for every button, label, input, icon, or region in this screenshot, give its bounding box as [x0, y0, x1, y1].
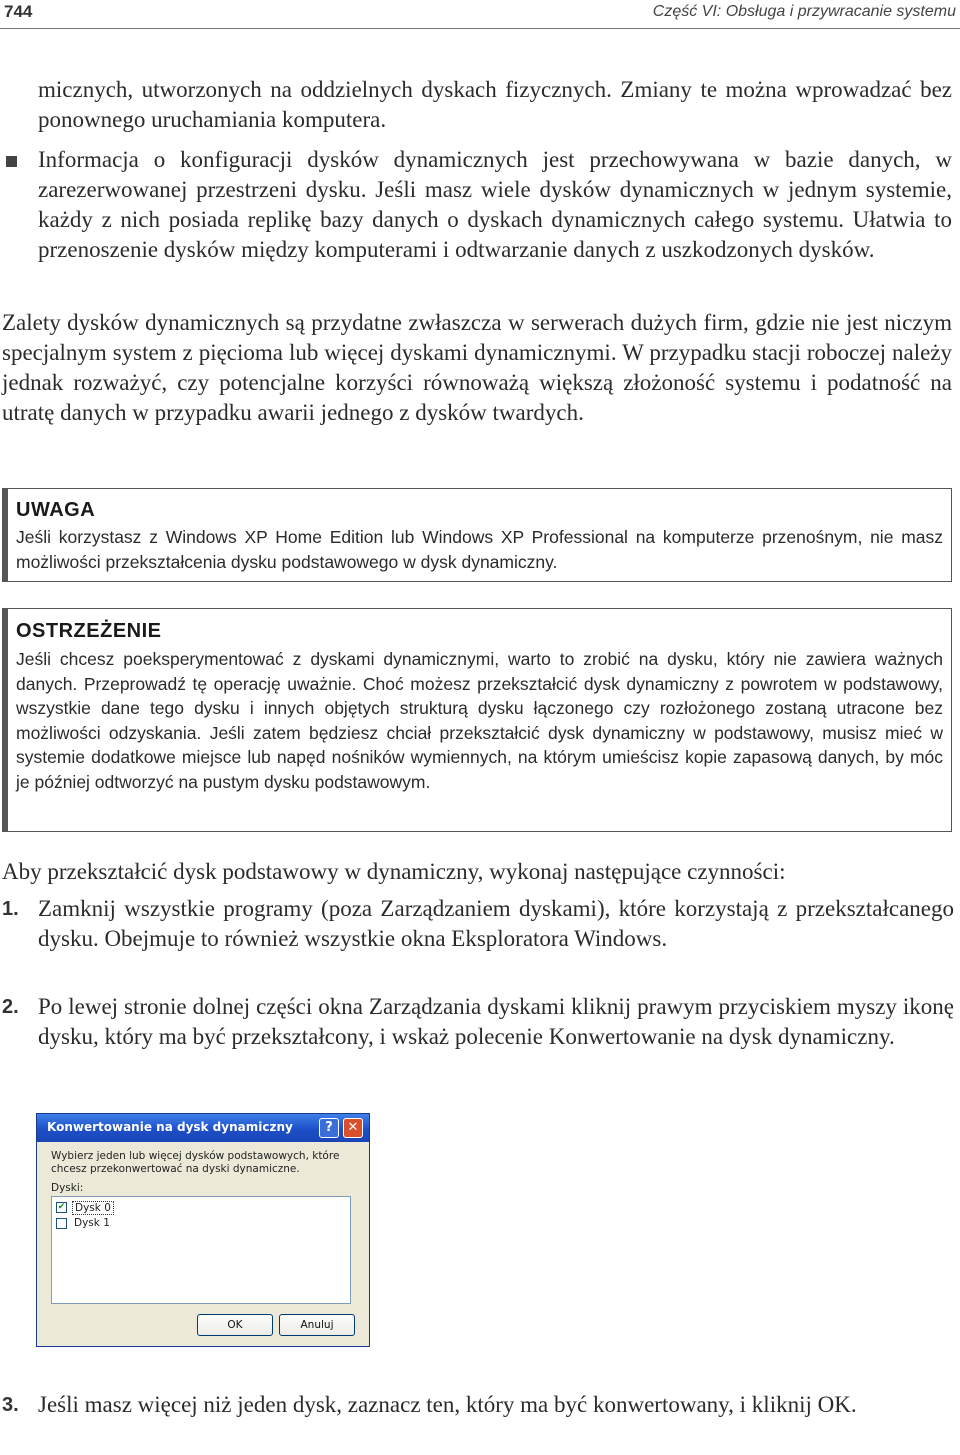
cancel-button[interactable]: Anuluj	[279, 1314, 355, 1336]
warning-text: Jeśli chcesz poeksperymentować z dyskami dynamicznymi, warto to zrobić na dysku, który nie zawiera ważnych danych. Przeprowadź tę operację uważnie. Choć możesz przekształcić dysk dynamiczny z powrotem w podstawowy, wszystkie dane tego dysku i innych objętych strukturą dysku łączonego czy rozłożonego zostaną utracone bez możliwości odzyskania. Jeśli zatem będziesz chciał przekształcić dysk dynamiczny w podstawowy, musisz mieć w systemie dodatkowe miejsce lub napęd nośników wymiennych, na którym umieścisz kopie zapasową danych, by móc je później odtworzyć na pustym dysku podstawowym.	[16, 649, 943, 792]
body-paragraph: Zalety dysków dynamicznych są przydatne zwłaszcza w serwerach dużych firm, gdzie nie jest niczym specjalnym system z pięcioma lub więcej dyskami dynamicznymi. W przypadku stacji roboczej należy jednak rozważyć, czy potencjalne korzyści równoważą większą złożoność systemu i podatność na utratę danych w przypadku awarii jednego z dysków twardych.	[2, 310, 952, 425]
disk-label: Dysk 0	[72, 1201, 114, 1215]
step-number: 1.	[2, 898, 19, 920]
step-number: 3.	[2, 1394, 19, 1416]
disk-label: Dysk 1	[74, 1217, 110, 1229]
dialog-title: Konwertowanie na dysk dynamiczny	[47, 1120, 293, 1134]
bullet-item: Informacja o konfiguracji dysków dynamicznych jest przechowywana w bazie danych, w zarezerwowanej przestrzeni dysku. Jeśli masz wiele dysków dynamicznych w jednym systemie, każdy z nich posiada replikę bazy danych o dyskach dynamicznych całego systemu. Ułatwia to przenoszenie dysków między komputerami i odtwarzanie danych z uszkodzonych dysków.	[38, 147, 952, 262]
steps-intro: Aby przekształcić dysk podstawowy w dynamiczny, wykonaj następujące czynności:	[2, 859, 786, 884]
warning-title: OSTRZEŻENIE	[16, 620, 162, 642]
list-continuation: micznych, utworzonych na oddzielnych dyskach fizycznych. Zmiany te można wprowadzać bez ponownego uruchamiania komputera.	[38, 77, 952, 132]
disk-list[interactable]	[51, 1196, 351, 1304]
checkbox-icon[interactable]	[56, 1218, 67, 1229]
note-box	[2, 488, 952, 582]
step-text: Zamknij wszystkie programy (poza Zarządzaniem dyskami), które korzystają z przekształcanego dysku. Obejmuje to również wszystkie okna Eksploratora Windows.	[38, 896, 954, 951]
step-text: Po lewej stronie dolnej części okna Zarządzania dyskami kliknij prawym przyciskiem myszy ikonę dysku, który ma być przekształcony, i wskaż polecenie Konwertowanie na dysk dynamiczny.	[38, 994, 954, 1049]
checkbox-checked-icon[interactable]: ✔	[57, 1202, 66, 1212]
note-title: UWAGA	[16, 499, 96, 521]
warning-box	[2, 608, 952, 832]
ok-button[interactable]: OK	[197, 1314, 273, 1336]
page-header	[0, 0, 960, 29]
step-number: 2.	[2, 996, 19, 1018]
running-head: Część VI: Obsługa i przywracanie systemu	[652, 3, 956, 20]
disks-label: Dyski:	[51, 1182, 84, 1194]
dialog-titlebar	[37, 1114, 369, 1142]
close-icon[interactable]: ✕	[343, 1118, 363, 1138]
page-number: 744	[4, 2, 33, 21]
bullet-icon	[6, 156, 17, 167]
step-text: Jeśli masz więcej niż jeden dysk, zaznacz ten, który ma być konwertowany, i kliknij OK.	[38, 1392, 857, 1417]
dialog-instruction: Wybierz jeden lub więcej dysków podstawowych, które chcesz przekonwertować na dyski dynamiczne.	[51, 1150, 340, 1175]
convert-dialog	[36, 1113, 370, 1347]
note-text: Jeśli korzystasz z Windows XP Home Edition lub Windows XP Professional na komputerze przenośnym, nie masz możliwości przekształcenia dysku podstawowego w dysk dynamiczny.	[16, 527, 943, 572]
help-icon[interactable]: ?	[319, 1118, 339, 1138]
